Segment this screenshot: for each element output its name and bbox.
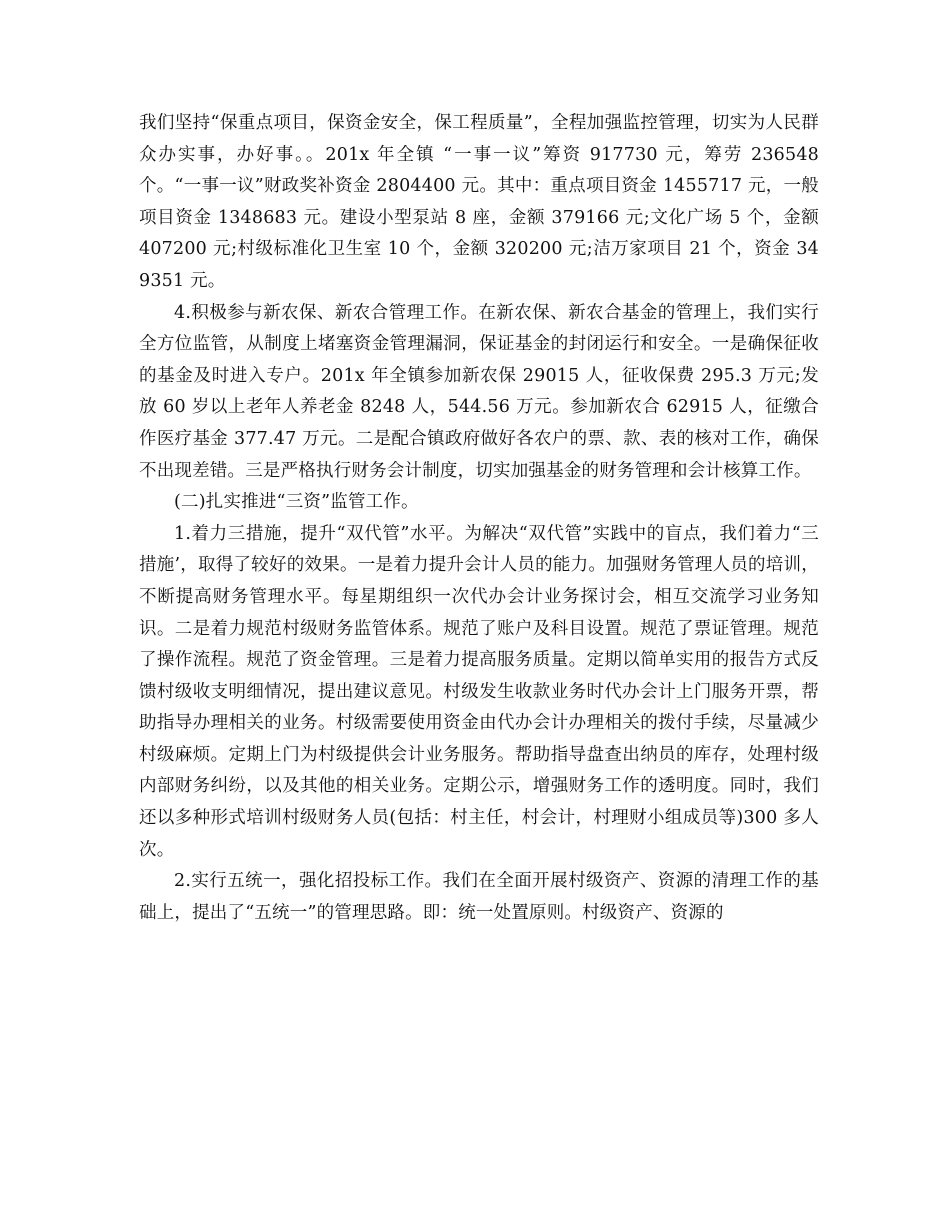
section-heading-three-assets: (二)扎实推进“三资”监管工作。 <box>174 492 419 513</box>
document-body <box>139 108 819 929</box>
paragraph-five-unifications: 2.实行五统一，强化招投标工作。我们在全面开展村级资产、资源的清理工作的基础上，提出了“五统一”的管理思路。即：统一处置原则。村级资产、资源的 <box>139 871 819 923</box>
paragraph-three-measures: 1.着力三措施，提升“双代管”水平。为解决“双代管”实践中的盲点，我们着力“三措施’，取得了较好的效果。一是着力提升会计人员的能力。加强财务管理人员的培训，不断提高财务管理水平。每星期组织一次代办会计业务探讨会，相互交流学习业务知识。二是着力规范村级财务监管体系。规范了账户及科目设置。规范了票证管理。规范了操作流程。规范了资金管理。三是着力提高服务质量。定期以简单实用的报告方式反馈村级收支明细情况，提出建议意见。村级发生收款业务时代办会计上门服务开票，帮助指导办理相关的业务。村级需要使用资金由代办会计办理相关的拨付手续，尽量减少村级麻烦。定期上门为村级提供会计业务服务。帮助指导盘查出纳员的库存，处理村级内部财务纠纷，以及其他的相关业务。定期公示，增强财务工作的透明度。同时，我们还以多种形式培训村级财务人员(包括：村主任，村会计，村理财小组成员等)300 多人次。 <box>139 523 819 860</box>
paragraph-funding-summary: 我们坚持“保重点项目，保资金安全，保工程质量”，全程加强监控管理，切实为人民群众办实事，办好事。。201x 年全镇 “一事一议”筹资 917730 元，筹劳 236548 个。“一事一议”财政奖补资金 2804400 元。其中：重点项目资金 1455717 元，一般项目资金 1348683 元。建设小型泵站 8 座，金额 379166 元;文化广场 5 个，金额 407200 元;村级标准化卫生室 10 个，金额 320200 元;洁万家项目 21 个，资金 349351 元。 <box>139 113 819 291</box>
paragraph-rural-insurance: 4.积极参与新农保、新农合管理工作。在新农保、新农合基金的管理上，我们实行全方位监管，从制度上堵塞资金管理漏洞，保证基金的封闭运行和安全。一是确保征收的基金及时进入专户。201x 年全镇参加新农保 29015 人，征收保费 295.3 万元;发放 60 岁以上老年人养老金 8248 人，544.56 万元。参加新农合 62915 人，征缴合作医疗基金 377.47 万元。二是配合镇政府做好各农户的票、款、表的核对工作，确保不出现差错。三是严格执行财务会计制度，切实加强基金的财务管理和会计核算工作。 <box>139 302 819 481</box>
